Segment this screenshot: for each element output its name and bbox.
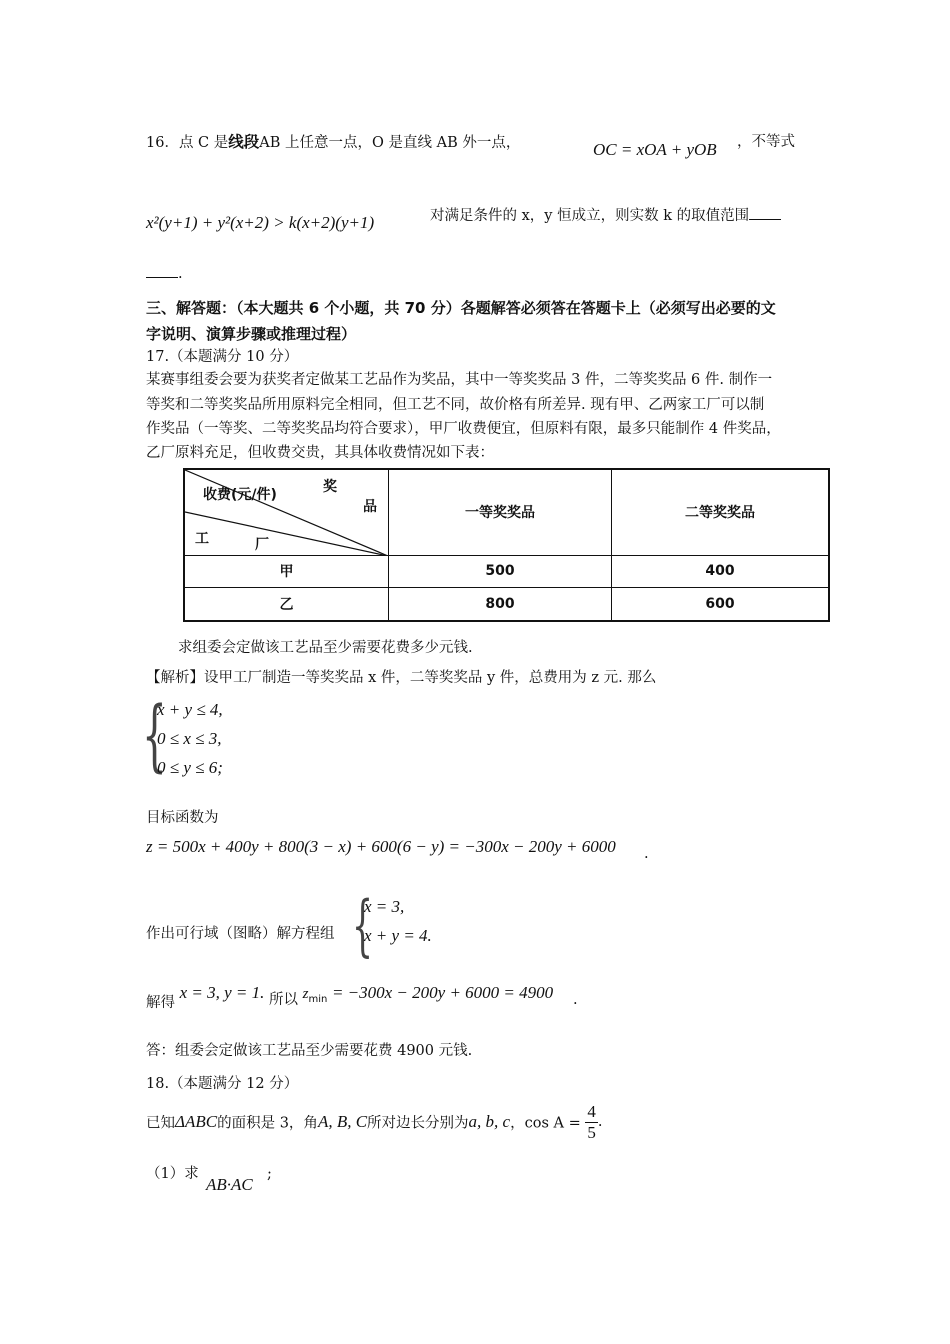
q16-emph: 线段 [228,133,260,151]
solve-label: 解得 [146,995,175,1011]
q18-text: 已知 [146,1115,175,1132]
factory-cell: 乙 [184,588,389,621]
answer-blank [749,219,781,220]
q16-text: 16．点 C 是 [146,135,229,151]
equation: x + y = 4. [364,926,432,945]
q17-answer: 答：组委会定做该工艺品至少需要花费 4900 元钱. [146,1043,473,1059]
q17-body-line: 某赛事组委会要为获奖者定做某工艺品作为奖品，其中一等奖奖品 3 件，二等奖奖品 6 件. 制作一 [146,372,773,388]
zmin-symbol: z [302,986,309,1002]
q16-text-ineq: ，不等式 [737,134,795,150]
fraction-numerator: 4 [587,1102,596,1121]
table-row [184,555,829,588]
section-header: 三、解答题：（本大题共 6 个小题，共 70 分）各题解答必须答在答题卡上（必须写出必要的文 [146,299,776,317]
corner-award-label: 品 [363,499,377,515]
part1-label: （1）求 [146,1166,199,1182]
system-brace: { [352,887,373,964]
q18-angles: A, B, C [317,1112,368,1132]
zmin-subscript: min [308,993,328,1005]
corner-award-label: 奖 [323,479,337,495]
col-header: 二等奖奖品 [612,469,830,555]
q16-end: . [178,266,183,282]
objective-formula: z = 500x + 400y + 800(3 − x) + 600(6 − y) = −300x − 200y + 6000 [146,837,616,856]
period: . [573,992,578,1008]
objective-label: 目标函数为 [146,810,219,826]
constraint: 0 ≤ x ≤ 3, [157,729,222,748]
zmin-expression: = −300x − 200y + 6000 = 4900 [331,983,554,1002]
period: . [644,846,649,862]
corner-fee-label: 收费(元/件) [203,487,277,503]
answer-blank [146,277,178,278]
q18-title: 18.（本题满分 12 分） [146,1076,299,1092]
q18-triangle: ΔABC [175,1112,218,1132]
feasible-text: 作出可行域（图略）解方程组 [146,926,335,942]
constraint: 0 ≤ y ≤ 6; [157,758,223,777]
solve-line [146,982,554,1011]
q16-text: 对满足条件的 x，y 恒成立，则实数 k 的取值范围 [430,208,750,224]
fee-cell: 400 [612,555,830,588]
semicolon: ; [267,1166,272,1182]
part1-expression: AB·AC [206,1175,253,1194]
q16-formula-oc: OC = xOA + yOB [593,140,717,159]
q18-part1 [146,1162,199,1183]
fraction-denominator: 5 [587,1122,596,1142]
q18-statement: 已知ΔABC的面积是 3，角A, B, C所对边长分别为a, b, c，cos A = $\frac{4}{5}$ . [146,1102,603,1142]
factory-cell: 甲 [184,555,389,588]
fee-cell: 600 [612,588,830,621]
q17-title: 17.（本题满分 10 分） [146,349,299,365]
corner-factory-label: 厂 [255,537,269,553]
q16-text: AB 上任意一点，O 是直线 AB 外一点， [259,135,521,151]
q17-body-line: 作奖品（一等奖、二等奖奖品均符合要求），甲厂收费便宜，但原料有限，最多只能制作 4 件奖品， [146,421,781,437]
q16-line2 [430,204,781,225]
q17-question: 求组委会定做该工艺品至少需要花费多少元钱. [178,640,473,656]
corner-factory-label: 工 [195,531,209,547]
fee-cell: 500 [389,555,612,588]
q17-body-line: 乙厂原料充足，但收费交贵，其具体收费情况如下表： [146,445,494,461]
q18-text: 所对边长分别为 [367,1115,469,1132]
corner-diagonals [185,470,388,556]
fee-cell: 800 [389,588,612,621]
equation: x = 3, [364,897,405,916]
q18-sides: a, b, c [468,1112,511,1132]
solve-values: x = 3, y = 1. [179,983,265,1002]
q16-line1 [146,130,520,152]
table-corner-cell [184,469,389,555]
so-label: 所以 [269,992,299,1008]
constraint: x + y ≤ 4, [157,700,223,719]
col-header: 一等奖奖品 [389,469,612,555]
q18-text: 的面积是 3，角 [217,1115,318,1132]
q17-analysis: 【解析】设甲工厂制造一等奖奖品 x 件，二等奖奖品 y 件，总费用为 z 元. 那么 [146,670,657,686]
fee-table [183,468,830,622]
q16-formula-ineq: x²(y+1) + y²(x+2) > k(x+2)(y+1) [146,213,375,232]
cos-fraction [585,1102,598,1142]
section-header: 字说明、演算步骤或推理过程） [146,325,357,343]
q16-line3 [146,266,183,282]
table-row [184,588,829,621]
q17-body-line: 等奖和二等奖奖品所用原料完全相同，但工艺不同，故价格有所差异. 现有甲、乙两家工厂可以制 [146,397,765,413]
system-brace: { [142,691,167,781]
q18-cos: ，cos A = [510,1115,581,1132]
